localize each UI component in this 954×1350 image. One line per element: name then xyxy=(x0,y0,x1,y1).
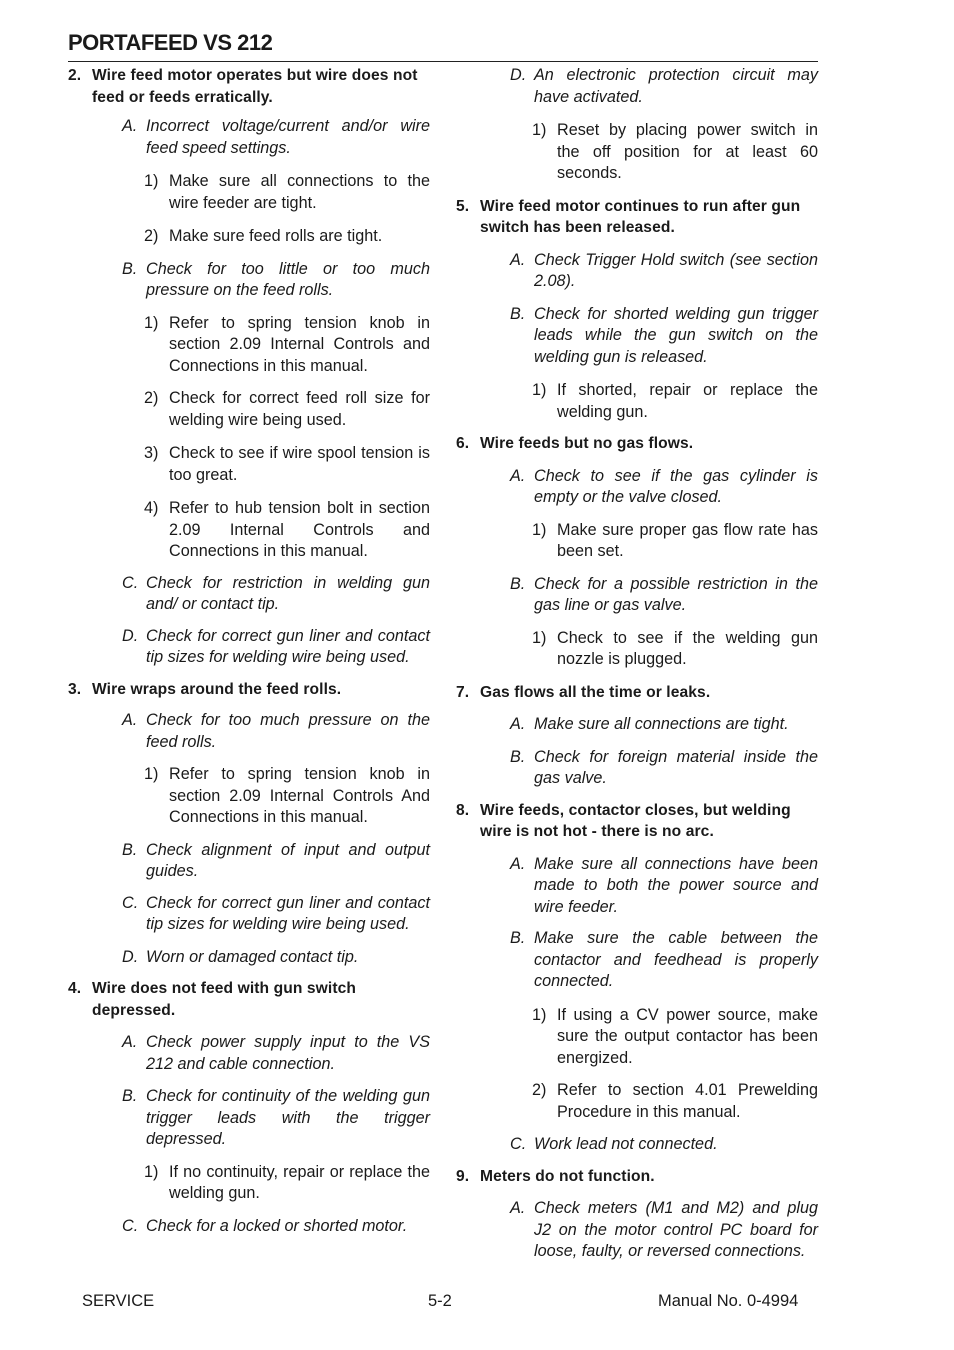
cause-item xyxy=(68,116,430,159)
item-marker: 1) xyxy=(144,172,159,190)
item-marker: A. xyxy=(122,117,138,135)
remedy-step xyxy=(456,520,818,563)
left-column xyxy=(68,65,430,1237)
item-text: Check power supply input to the VS 212 and cable connection. xyxy=(146,1033,430,1073)
item-marker: B. xyxy=(122,259,138,278)
item-text: Refer to spring tension knob in section 2.09 Internal Controls and Connections in this manual. xyxy=(169,313,430,375)
remedy-step xyxy=(68,388,430,431)
remedy-step xyxy=(456,120,818,185)
item-text: Make sure feed rolls are tight. xyxy=(169,227,383,245)
cause-item xyxy=(456,1134,818,1156)
item-text: Check for correct feed roll size for welding wire being used. xyxy=(169,389,430,429)
item-marker: A. xyxy=(510,715,526,733)
item-marker: 2) xyxy=(144,389,159,407)
item-marker: B. xyxy=(510,304,526,323)
section-heading xyxy=(456,196,818,239)
remedy-step xyxy=(68,313,430,378)
item-marker: C. xyxy=(122,1216,139,1235)
item-text: Check to see if the gas cylinder is empty or the valve closed. xyxy=(534,466,818,506)
item-text: Wire does not feed with gun switch depressed. xyxy=(92,980,357,1019)
item-text: Make sure all connections to the wire feeder are tight. xyxy=(169,172,430,212)
item-marker: B. xyxy=(122,1087,138,1105)
item-text: Check to see if wire spool tension is too great. xyxy=(169,444,430,484)
item-text: Incorrect voltage/current and/or wire feed speed settings. xyxy=(146,117,430,157)
footer-manual-number: Manual No. 0-4994 xyxy=(658,1292,799,1310)
item-marker: B. xyxy=(510,574,526,593)
cause-item xyxy=(456,747,818,790)
item-text: Reset by placing power switch in the off position for at least 60 seconds. xyxy=(557,121,818,182)
cause-item xyxy=(68,840,430,883)
item-marker: C. xyxy=(122,573,139,592)
cause-item xyxy=(456,1198,818,1263)
cause-item xyxy=(456,928,818,993)
item-text: Wire feed motor continues to run after gun switch has been released. xyxy=(480,197,801,236)
cause-item xyxy=(456,466,818,509)
item-text: Wire feeds but no gas flows. xyxy=(480,435,694,452)
item-text: Check Trigger Hold switch (see section 2.08). xyxy=(534,250,818,290)
footer-section-label: SERVICE xyxy=(82,1292,155,1310)
cause-item xyxy=(456,250,818,293)
item-text: Check for restriction in welding gun and/ or contact tip. xyxy=(146,573,430,613)
remedy-step xyxy=(68,171,430,214)
footer-page-number: 5-2 xyxy=(428,1292,452,1310)
item-marker: A. xyxy=(510,250,526,269)
item-text: Check meters (M1 and M2) and plug J2 on the motor control PC board for loose, faulty, or reversed connections. xyxy=(534,1199,818,1260)
item-text: Refer to section 4.01 Prewelding Procedure in this manual. xyxy=(557,1081,818,1121)
item-marker: A. xyxy=(122,711,138,729)
item-marker: 4. xyxy=(68,980,82,997)
cause-item xyxy=(68,626,430,669)
item-text: Work lead not connected. xyxy=(534,1135,718,1153)
item-marker: C. xyxy=(122,893,139,912)
cause-item xyxy=(68,710,430,753)
item-marker: 1) xyxy=(532,628,547,647)
item-marker: A. xyxy=(510,466,526,485)
remedy-step xyxy=(68,498,430,563)
item-marker: D. xyxy=(122,947,139,966)
item-marker: 1) xyxy=(144,313,159,332)
item-marker: 1) xyxy=(532,520,547,539)
item-marker: 8. xyxy=(456,801,470,819)
item-marker: 3) xyxy=(144,444,159,462)
remedy-step xyxy=(456,1005,818,1070)
item-text: Check to see if the welding gun nozzle is plugged. xyxy=(557,628,818,668)
item-text: Meters do not function. xyxy=(480,1167,655,1185)
item-text: Wire feeds, contactor closes, but welding wire is not hot - there is no arc. xyxy=(480,801,791,840)
item-text: Check for shorted welding gun trigger leads while the gun switch on the welding gun is released. xyxy=(534,304,818,366)
item-marker: 5. xyxy=(456,197,470,215)
item-text: Check for foreign material inside the gas valve. xyxy=(534,747,818,787)
item-marker: D. xyxy=(122,626,139,645)
item-text: Make sure all connections have been made to both the power source and wire feeder. xyxy=(534,854,818,916)
item-text: Worn or damaged contact tip. xyxy=(146,947,359,966)
item-marker: 1) xyxy=(532,381,547,399)
page-title: PORTAFEED VS 212 xyxy=(68,30,273,55)
remedy-step xyxy=(68,764,430,829)
item-text: Check for a possible restriction in the gas line or gas valve. xyxy=(534,574,818,614)
item-marker: 2) xyxy=(144,227,159,245)
section-heading xyxy=(456,682,818,704)
item-marker: B. xyxy=(510,929,526,947)
item-text: Check for too little or too much pressure on the feed rolls. xyxy=(146,259,430,299)
section-heading xyxy=(68,65,430,108)
item-text: Check for a locked or shorted motor. xyxy=(146,1216,408,1235)
item-text: Wire feed motor operates but wire does not feed or feeds erratically. xyxy=(92,67,418,106)
item-marker: C. xyxy=(510,1135,527,1153)
cause-item xyxy=(456,854,818,919)
item-text: Check for correct gun liner and contact tip sizes for welding wire being used. xyxy=(146,626,430,666)
item-marker: 2) xyxy=(532,1081,547,1099)
remedy-step xyxy=(456,380,818,423)
item-text: Wire wraps around the feed rolls. xyxy=(92,680,342,698)
item-marker: 1) xyxy=(144,1162,159,1181)
cause-item xyxy=(68,1216,430,1238)
section-heading xyxy=(456,800,818,843)
section-heading xyxy=(456,433,818,455)
item-marker: 6. xyxy=(456,435,470,452)
item-text: If using a CV power source, make sure the output contactor has been energized. xyxy=(557,1005,818,1067)
item-text: Make sure all connections are tight. xyxy=(534,715,789,733)
remedy-step xyxy=(456,1080,818,1123)
cause-item xyxy=(456,574,818,617)
item-text: If shorted, repair or replace the welding gun. xyxy=(557,381,818,421)
item-marker: 1) xyxy=(532,121,547,139)
section-heading xyxy=(456,1166,818,1188)
item-marker: B. xyxy=(510,747,526,766)
remedy-step xyxy=(68,443,430,486)
cause-item xyxy=(68,893,430,936)
item-text: Refer to hub tension bolt in section 2.09 Internal Controls and Connections in this manual. xyxy=(169,499,430,560)
item-text: Gas flows all the time or leaks. xyxy=(480,683,711,701)
section-heading xyxy=(68,978,430,1021)
item-text: Make sure proper gas flow rate has been set. xyxy=(557,520,818,560)
item-text: Check alignment of input and output guides. xyxy=(146,840,430,880)
remedy-step xyxy=(68,226,430,248)
item-text: Check for continuity of the welding gun trigger leads with the trigger depressed. xyxy=(146,1087,430,1148)
item-marker: B. xyxy=(122,840,138,859)
item-text: Check for too much pressure on the feed rolls. xyxy=(146,711,430,751)
item-text: Make sure the cable between the contactor and feedhead is properly connected. xyxy=(534,929,818,990)
item-marker: A. xyxy=(510,1199,526,1217)
item-marker: 9. xyxy=(456,1167,470,1185)
item-text: Check for correct gun liner and contact tip sizes for welding wire being used. xyxy=(146,893,430,933)
remedy-step xyxy=(68,1162,430,1205)
section-heading xyxy=(68,679,430,701)
cause-item xyxy=(68,1032,430,1075)
item-marker: 4) xyxy=(144,499,159,517)
item-text: If no continuity, repair or replace the welding gun. xyxy=(169,1162,430,1202)
cause-item xyxy=(456,714,818,736)
item-marker: 1) xyxy=(532,1005,547,1024)
item-marker: A. xyxy=(510,854,526,873)
item-marker: 3. xyxy=(68,680,82,698)
item-marker: A. xyxy=(122,1033,138,1051)
cause-item xyxy=(456,304,818,369)
cause-item xyxy=(68,1086,430,1151)
item-text: Refer to spring tension knob in section 2.09 Internal Controls And Connections in this manual. xyxy=(169,765,430,826)
header-divider xyxy=(68,61,818,62)
item-marker: 1) xyxy=(144,765,159,783)
item-marker: 2. xyxy=(68,67,82,84)
remedy-step xyxy=(456,628,818,671)
cause-item xyxy=(456,65,818,108)
right-column xyxy=(456,65,818,1263)
cause-item xyxy=(68,259,430,302)
item-marker: D. xyxy=(510,66,527,84)
item-text: An electronic protection circuit may have activated. xyxy=(534,66,818,106)
item-marker: 7. xyxy=(456,683,470,701)
cause-item xyxy=(68,573,430,616)
cause-item xyxy=(68,947,430,969)
